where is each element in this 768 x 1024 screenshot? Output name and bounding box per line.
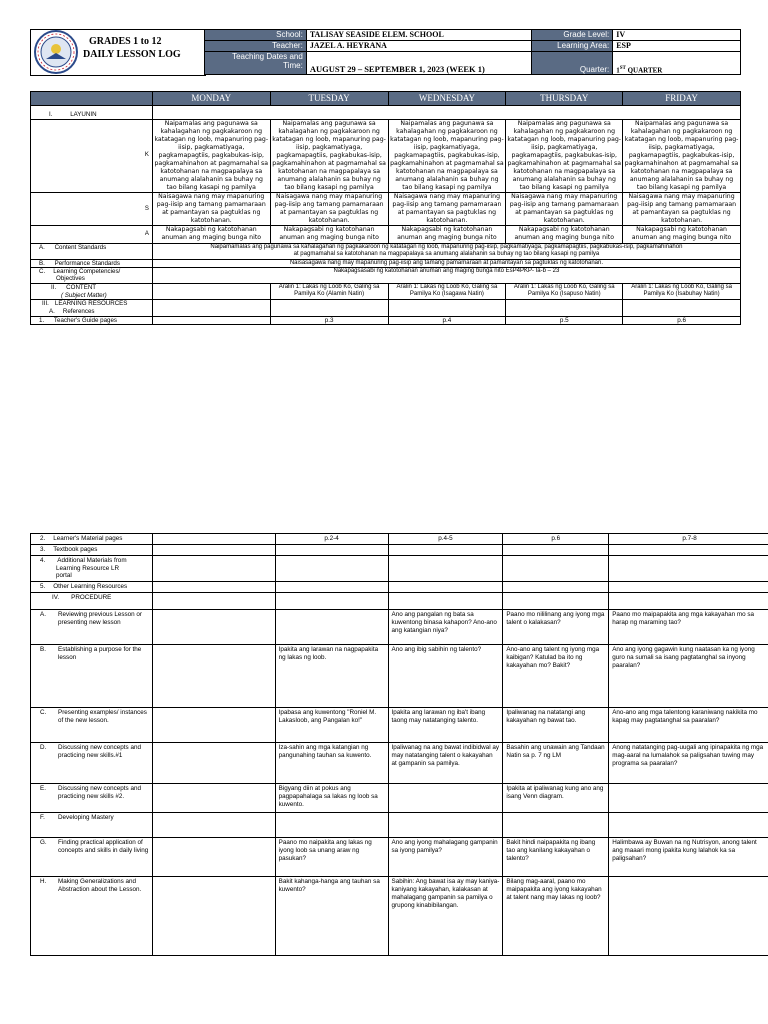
lm-thursday: p.6 xyxy=(503,534,609,545)
s-letter: S xyxy=(31,193,153,226)
textbook-row xyxy=(31,544,768,555)
procedure-e-label: E. Discussing new concepts and practicing new skills #2. xyxy=(31,784,153,813)
tg-friday: p.6 xyxy=(623,316,741,324)
procedure-g-label: G. Finding practical application of concepts and skills in daily living xyxy=(31,838,153,877)
procedure-h-label: H. Making Generalizations and Abstraction about the Lesson. xyxy=(31,877,153,956)
a-thursday-text: Paano mo nililinang ang iyong mga talent o kalakasan? xyxy=(503,610,609,645)
e-thursday-text: Ipakita at ipaliwanag kung ano ang isang Venn diagram. xyxy=(503,784,609,813)
teacher-value: JAZEL A. HEYRANA xyxy=(306,41,532,52)
procedure-table xyxy=(30,533,768,956)
procedure-e-row xyxy=(31,784,768,813)
d-friday-text: Anong natatanging pag-uugali ang ipinapakita ng mga mag-aaral na lumalahok sa paligsahan tuwing may programa sa paaralan? xyxy=(609,743,768,784)
d-thursday-text: Basahin ang unawain ang Tandaan Natin sa p. 7 ng LM xyxy=(503,743,609,784)
a-wednesday: Nakapagsabi ng katotohanan anuman ang maging bunga nito xyxy=(388,226,506,243)
a-tuesday: Nakapagsabi ng katotohanan anuman ang maging bunga nito xyxy=(270,226,388,243)
competencies-label: C. Learning Competencies/ Objectives xyxy=(31,268,153,284)
content-standards-label: A. Content Standards xyxy=(31,243,153,259)
teachers-guide-label: 1. Teacher's Guide pages xyxy=(31,316,153,324)
title-box xyxy=(30,29,206,76)
school-label: School: xyxy=(205,30,307,41)
objective-k-row xyxy=(31,119,741,193)
content-row xyxy=(31,283,741,300)
grade-label: Grade Level: xyxy=(532,30,613,41)
content-monday xyxy=(152,283,270,300)
g-tuesday-text: Paano mo naipakita ang lakas ng iyong loob sa unang araw ng pasukan? xyxy=(275,838,388,877)
tg-wednesday: p.4 xyxy=(388,316,506,324)
g-thursday-text: Bakit hindi naipapakita ng ibang tao ang kanilang kakayahan o talento? xyxy=(503,838,609,877)
procedure-h-row xyxy=(31,877,768,956)
s-tuesday: Naisagawa nang may mapanuring pag-iisip ang tamang pamamaraan at pamantayan sa pagtuklas ng katotohanan. xyxy=(270,193,388,226)
g-wednesday-text: Ano ang iyong mahalagang gampanin sa iyong pamilya? xyxy=(388,838,503,877)
teachers-guide-row xyxy=(31,316,741,324)
content-label: II. CONTENT ( Subject Matter) xyxy=(31,283,153,300)
a-monday: Nakapagsabi ng katotohanan anuman ang maging bunga nito xyxy=(152,226,270,243)
a-friday-text: Paano mo maipapakita ang mga kakayahan mo sa harap ng maraming tao? xyxy=(609,610,768,645)
d-tuesday-text: Iza-sahin ang mga katangian ng pangunahing tauhan sa kuwento. xyxy=(275,743,388,784)
c-wednesday-text: Ipakita ang larawan ng iba't ibang taong may natatanging talento. xyxy=(388,708,503,743)
header-info-table xyxy=(204,29,741,75)
lm-label: 2. Learner's Material pages xyxy=(31,534,153,545)
h-wednesday-text: Sabihin: Ang bawat isa ay may kaniya-kaniyang kakayahan, kalakasan at mahalagang gampanin sa pamilya o grupong kinabibilangan. xyxy=(388,877,503,956)
h-thursday-text: Bilang mag-aaral, paano mo maipapakita ang iyong kakayahan at talent nang may lakas ng loob? xyxy=(503,877,609,956)
lm-wednesday: p.4-5 xyxy=(388,534,503,545)
tg-thursday: p.5 xyxy=(506,316,623,324)
lm-friday: p.7-8 xyxy=(609,534,768,545)
other-resources-row xyxy=(31,582,768,593)
c-tuesday-text: Ipabasa ang kuwentong "Roniel M. Lakasloob, ang Pangalan ko!" xyxy=(275,708,388,743)
procedure-g-row xyxy=(31,838,768,877)
quarter-label: Quarter: xyxy=(532,52,613,75)
corner-cell xyxy=(31,92,153,106)
d-wednesday-text: Ipaliwanag na ang bawat indibidwal ay may natatanging talent o kakayahan at gampanin sa pamilya. xyxy=(388,743,503,784)
competencies-row xyxy=(31,268,741,284)
lesson-log-table xyxy=(30,91,741,325)
b-thursday-text: Ano-ano ang talent ng iyong mga kaibigan? Katulad ba ito ng kakayahan mo? Bakit? xyxy=(503,645,609,708)
day-tuesday: TUESDAY xyxy=(270,92,388,106)
lm-tuesday: p.2-4 xyxy=(275,534,388,545)
additional-materials-row xyxy=(31,555,768,582)
quarter-value: 1ST QUARTER xyxy=(613,52,741,75)
objective-s-row xyxy=(31,193,741,226)
k-tuesday: Naipamalas ang pagunawa sa kahalagahan ng pagkakaroon ng katatagan ng loob, mapanuring pag-iisip, pagkamatiyaga, pagkamapagtiis, pagkabukas-isip, pagkamahinahon at pagmamahal sa katotohanan na magpapalaya sa anumang alalahanin sa buhay ng tao bilang kasapi ng pamilya xyxy=(270,119,388,193)
c-friday-text: Ano-ano ang mga talentong karaniwang nakikita mo kapag may pagtatanghal sa paaralan? xyxy=(609,708,768,743)
quarter-suffix: ST xyxy=(619,65,626,71)
a-thursday: Nakapagsabi ng katotohanan anuman ang maging bunga nito xyxy=(506,226,623,243)
title-line-1: GRADES 1 to 12 xyxy=(89,36,162,47)
k-monday: Naipamalas ang pagunawa sa kahalagahan ng pagkakaroon ng katatagan ng loob, mapanuring pag-iisip, pagkamatiyaga, pagkamapagtiis, pagkabukas-isip, pagkamahinahon at pagmamahal sa katotohanan na magpapalaya sa anumang alalahanin sa buhay ng tao bilang kasapi ng pamilya xyxy=(152,119,270,193)
content-standards-row xyxy=(31,243,741,259)
procedure-row xyxy=(31,593,768,610)
s-wednesday: Naisagawa nang may mapanuring pag-iisip ang tamang pamamaraan at pamantayan sa pagtuklas ng katotohanan. xyxy=(388,193,506,226)
k-friday: Naipamalas ang pagunawa sa kahalagahan ng pagkakaroon ng katatagan ng loob, mapanuring pag-iisip, pagkamatiyaga, pagkamapagtiis, pagkabukas-isip, pagkamahinahon at pagmamahal sa katotohanan na magpapalaya sa anumang alalahanin sa buhay ng tao bilang kasapi ng pamilya xyxy=(623,119,741,193)
procedure-d-row xyxy=(31,743,768,784)
performance-standards-row xyxy=(31,259,741,268)
procedure-d-label: D. Discussing new concepts and practicing new skills.#1 xyxy=(31,743,153,784)
tg-tuesday: p.3 xyxy=(270,316,388,324)
dates-value: AUGUST 29 – SEPTEMBER 1, 2023 (WEEK 1) xyxy=(306,52,532,75)
procedure-a-row xyxy=(31,610,768,645)
s-thursday: Naisagawa nang may mapanuring pag-iisip ang tamang pamamaraan at pamantayan sa pagtuklas ng katotohanan. xyxy=(506,193,623,226)
h-tuesday-text: Bakit kahanga-hanga ang tauhan sa kuwento? xyxy=(275,877,388,956)
objective-a-row xyxy=(31,226,741,243)
e-tuesday-text: Bigyang diin at pokus ang pagpapahalaga sa lakas ng loob sa kuwento. xyxy=(275,784,388,813)
resources-label: III. LEARNING RESOURCES A. References xyxy=(31,300,153,317)
textbook-label: 3. Textbook pages xyxy=(31,544,153,555)
procedure-f-label: F. Developing Mastery xyxy=(31,813,153,838)
dates-label-line2: Time: xyxy=(283,61,303,71)
content-wednesday: Aralin 1: Lakas ng Loob Ko, Galing sa Pamilya Ko (Isagawa Natin) xyxy=(388,283,506,300)
s-monday: Naisagawa nang may mapanuring pag-iisip ang tamang pamamaraan at pamantayan sa pagtuklas ng katotohanan. xyxy=(152,193,270,226)
a-friday: Nakapagsabi ng katotohanan anuman ang maging bunga nito xyxy=(623,226,741,243)
competencies-text: Nakapagsasabi ng katotohanan anuman ang maging bunga nito EsP4PKP- Ia-b – 23 xyxy=(152,268,740,284)
area-value: ESP xyxy=(613,41,741,52)
procedure-label: IV. PROCEDURE xyxy=(31,593,153,610)
resources-row xyxy=(31,300,741,317)
content-standards-text: Naipamamalas ang pagunawa sa kahalagahan ng pagkakaroon ng katatagan ng loob, mapanuring pag-iisip, pagkamatiyaga, pagkamapagtiis, pagkabukas-isip, pagkamahinahon at pagmamahal sa katotohanan na magpapalaya sa anumang alalahanin sa buhay ng tao bilang kasapi ng pamilya xyxy=(152,243,740,259)
procedure-a-label: A. Reviewing previous Lesson or presenting new lesson xyxy=(31,610,153,645)
other-resources-label: 5. Other Learning Resources xyxy=(31,582,153,593)
title-line-2: DAILY LESSON LOG xyxy=(83,49,181,60)
procedure-f-row xyxy=(31,813,768,838)
grade-value: IV xyxy=(613,30,741,41)
dates-label xyxy=(205,52,307,75)
b-friday-text: Ano ang iyong gagawin kung naatasan ka ng iyong guro na sumali sa isang pagtatanghal sa inyong paaralan? xyxy=(609,645,768,708)
day-friday: FRIDAY xyxy=(623,92,741,106)
a-wednesday-text: Ano ang pangalan ng bata sa kuwentong binasa kahapon? Ano-ano ang katangian niya? xyxy=(388,610,503,645)
b-tuesday-text: Ipakita ang larawan na nagpapakita ng lakas ng loob. xyxy=(275,645,388,708)
teacher-label: Teacher: xyxy=(205,41,307,52)
dates-label-line1: Teaching Dates and xyxy=(232,52,303,61)
procedure-b-label: B. Establishing a purpose for the lesson xyxy=(31,645,153,708)
k-wednesday: Naipamalas ang pagunawa sa kahalagahan ng pagkakaroon ng katatagan ng loob, mapanuring pag-iisip, pagkamatiyaga, pagkamapagtiis, pagkabukas-isip, pagkamahinahon at pagmamahal sa katotohanan na magpapalaya sa anumang alalahanin sa buhay ng tao bilang kasapi ng pamilya xyxy=(388,119,506,193)
procedure-c-row xyxy=(31,708,768,743)
additional-materials-label: 4. Additional Materials from Learning Resource LR portal xyxy=(31,555,153,582)
g-friday-text: Halimbawa ay Buwan na ng Nutrisyon, anong talent ang maaari mong ipakita kung lalahok ka sa paligsahan? xyxy=(609,838,768,877)
day-header-row xyxy=(31,92,741,106)
k-letter: K xyxy=(31,119,153,193)
procedure-c-label: C. Presenting examples/ instances of the new lesson. xyxy=(31,708,153,743)
a-letter: A xyxy=(31,226,153,243)
performance-standards-label: B. Performance Standards xyxy=(31,259,153,268)
day-monday: MONDAY xyxy=(152,92,270,106)
k-thursday: Naipamalas ang pagunawa sa kahalagahan ng pagkakaroon ng katatagan ng loob, mapanuring pag-iisip, pagkamatiyaga, pagkamapagtiis, pagkabukas-isip, pagkamahinahon at pagmamahal sa katotohanan na magpapalaya sa anumang alalahanin sa buhay ng tao bilang kasapi ng pamilya xyxy=(507,119,622,192)
content-friday: Aralin 1: Lakas ng Loob Ko, Galing sa Pamilya Ko (Isabuhay Natin) xyxy=(623,283,741,300)
day-thursday: THURSDAY xyxy=(506,92,623,106)
lm-row xyxy=(31,534,768,545)
b-wednesday-text: Ano ang ibig sabihin ng talento? xyxy=(388,645,503,708)
school-value: TALISAY SEASIDE ELEM. SCHOOL xyxy=(306,30,532,41)
s-friday: Naisagawa nang may mapanuring pag-iisip ang tamang pamamaraan at pamantayan sa pagtuklas ng katotohanan. xyxy=(623,193,741,226)
c-thursday-text: Ipaliwanag na natatangi ang kakayahan ng bawat tao. xyxy=(503,708,609,743)
area-label: Learning Area: xyxy=(532,41,613,52)
layunin-row xyxy=(31,105,741,119)
content-tuesday: Aralin 1: Lakas ng Loob Ko, Galing sa Pamilya Ko (Alamin Natin) xyxy=(270,283,388,300)
performance-standards-text: Naisasagawa nang may mapanuring pag-iisip ang tamang pamamaraan at pamantayan sa pagtuklas ng katotohanan. xyxy=(152,259,740,268)
procedure-b-row xyxy=(31,645,768,708)
day-wednesday: WEDNESDAY xyxy=(388,92,506,106)
layunin-label: I. LAYUNIN xyxy=(31,105,153,119)
deped-seal-icon xyxy=(33,29,79,75)
content-thursday: Aralin 1: Lakas ng Loob Ko, Galing sa Pamilya Ko (Isapuso Natin) xyxy=(506,283,623,300)
